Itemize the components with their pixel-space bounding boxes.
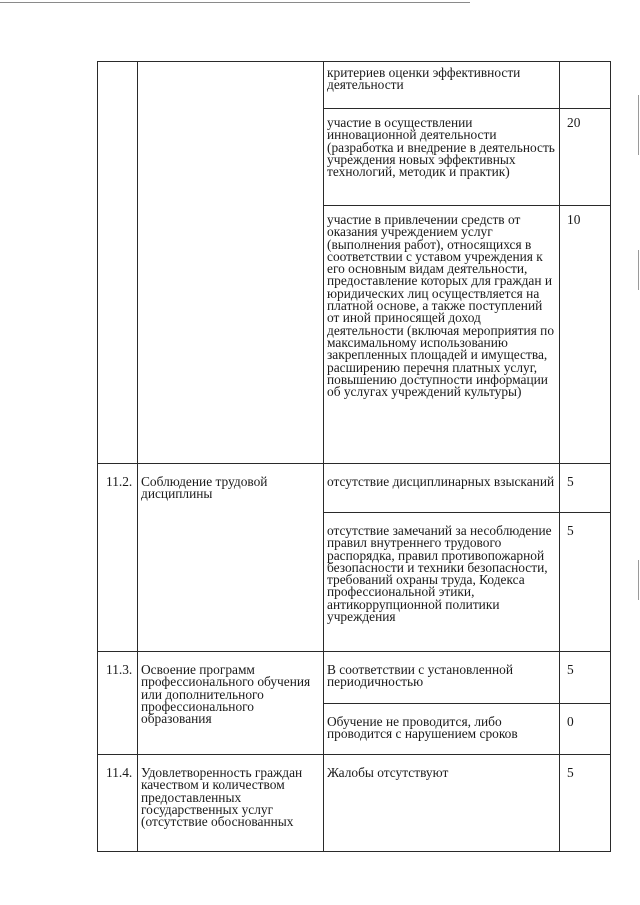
- row-number-cell: 11.4.: [98, 755, 138, 852]
- points-cell: 5: [560, 513, 611, 652]
- indicator-name-cell: Удовлетворенность граждан качеством и количеством предоставленных государственных услуг (отсутствие обоснованных: [138, 755, 324, 852]
- points-cell: [560, 62, 611, 109]
- points-cell: 10: [560, 206, 611, 464]
- scan-margin-mark: [638, 250, 639, 290]
- table-row: [98, 464, 611, 513]
- indicator-name-cell: [138, 62, 324, 464]
- indicator-name-cell: Соблюдение трудовой дисциплины: [138, 464, 324, 652]
- criterion-cell: участие в осуществлении инновационной деятельности (разработка и внедрение в деятельность учреждения новых эффективных технологий, методик и практик): [324, 109, 560, 206]
- criterion-cell: критериев оценки эффективности деятельности: [324, 62, 560, 109]
- row-number-cell: [98, 62, 138, 464]
- row-number-cell: 11.2.: [98, 464, 138, 652]
- points-cell: 0: [560, 704, 611, 755]
- criterion-cell: Жалобы отсутствуют: [324, 755, 560, 852]
- points-cell: 20: [560, 109, 611, 206]
- criterion-cell: отсутствие замечаний за несоблюдение правил внутреннего трудового распорядка, правил противопожарной безопасности и техники безопасности, требований охраны труда, Кодекса профессиональной этики, антикоррупционной политики учреждения: [324, 513, 560, 652]
- table-row: [98, 62, 611, 109]
- table-row: [98, 652, 611, 704]
- row-number-cell: 11.3.: [98, 652, 138, 755]
- scan-edge-line: [0, 2, 470, 3]
- scan-margin-mark: [638, 95, 639, 155]
- table-row: [98, 755, 611, 852]
- points-cell: 5: [560, 755, 611, 852]
- criterion-cell: участие в привлечении средств от оказания учреждением услуг (выполнения работ), относящихся в соответствии с уставом учреждения к его основным видам деятельности, предоставление которых для граждан и юридических лиц осуществляется на платной основе, а также поступлений от иной приносящей доход деятельности (включая мероприятия по максимальному использованию закрепленных площадей и имущества, расширению перечня платных услуг, повышению доступности информации об услугах учреждений культуры): [324, 206, 560, 464]
- indicator-name-cell: Освоение программ профессионального обучения или дополнительного профессионального образования: [138, 652, 324, 755]
- scan-margin-mark: [638, 560, 639, 600]
- criterion-cell: В соответствии с установленной периодичностью: [324, 652, 560, 704]
- criterion-cell: отсутствие дисциплинарных взысканий: [324, 464, 560, 513]
- criterion-cell: Обучение не проводится, либо проводится с нарушением сроков: [324, 704, 560, 755]
- points-cell: 5: [560, 464, 611, 513]
- evaluation-criteria-table: [97, 61, 611, 852]
- points-cell: 5: [560, 652, 611, 704]
